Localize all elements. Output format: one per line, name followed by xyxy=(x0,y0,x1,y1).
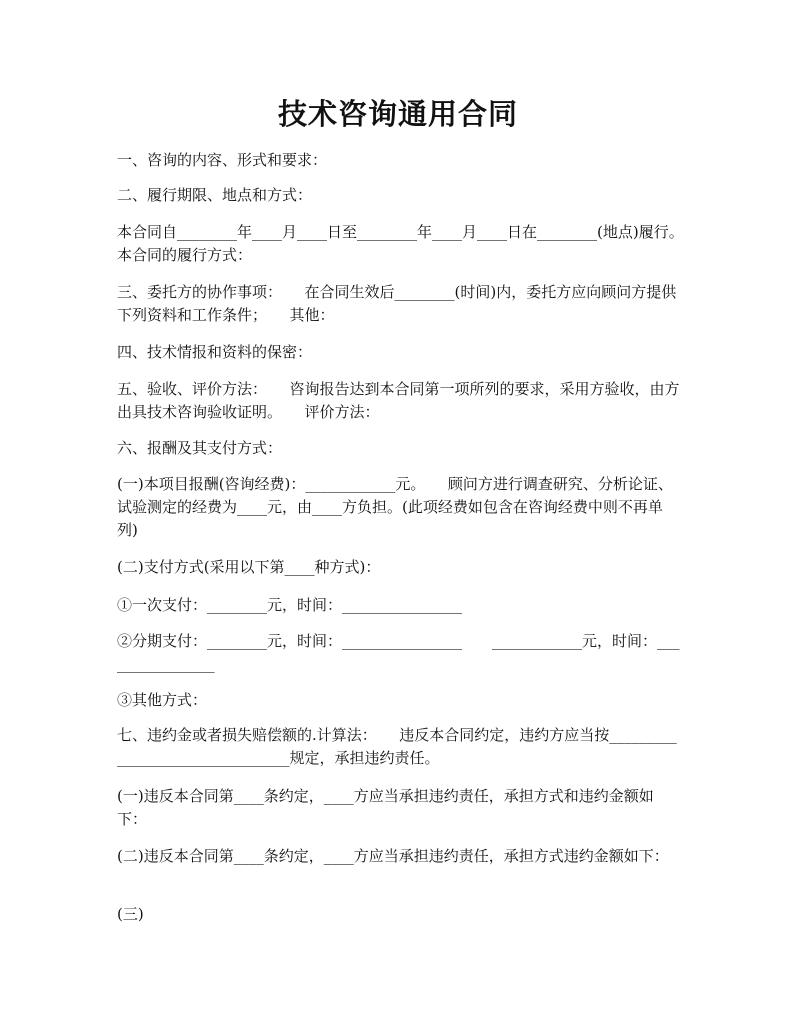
clause-6-2-payment-method: (二)支付方式(采用以下第____种方式)： xyxy=(117,558,381,576)
clause-5-acceptance-evaluation: 五、验收、评价方法： 咨询报告达到本合同第一项所列的要求，采用方验收，由方出具技术咨询验收证明。 评价方法： xyxy=(117,380,680,421)
clause-7-3: (三) xyxy=(117,905,144,923)
clause-3-client-cooperation: 三、委托方的协作事项： 在合同生效后________(时间)内，委托方应向顾问方提供下列资料和工作条件； 其他： xyxy=(117,283,677,324)
clause-7-2-breach: (二)违反本合同第____条约定，____方应当承担违约责任，承担方式违约金额如下： xyxy=(117,847,669,865)
clause-1-consultation-content: 一、咨询的内容、形式和要求： xyxy=(117,151,328,169)
clause-7-liquidated-damages: 七、违约金或者损失赔偿额的.计算法： 违反本合同约定，违约方应当按________________________________规定，承担违约责任。 xyxy=(117,726,677,767)
clause-4-confidentiality: 四、技术情报和资料的保密： xyxy=(117,343,313,361)
payment-option-installments: ②分期支付：________元，时间：________________ ____________元，时间：________________ xyxy=(117,632,680,673)
clause-7-1-breach: (一)违反本合同第____条约定，____方应当承担违约责任，承担方式和违约金额如下： xyxy=(117,787,654,828)
clause-6-1-project-fee: (一)本项目报酬(咨询经费)：____________元。 顾问方进行调查研究、分析论证、试验测定的经费为____元，由____方负担。(此项经费如包含在咨询经费中则不再单列) xyxy=(117,475,673,539)
document-title: 技术咨询通用合同 xyxy=(277,97,518,131)
clause-2-performance-period: 本合同自________年____月____日至________年____月____日在________(地点)履行。 本合同的履行方式： xyxy=(117,223,707,264)
payment-option-other: ③其他方式： xyxy=(117,691,208,709)
clause-6-remuneration-payment: 六、报酬及其支付方式： xyxy=(117,439,283,457)
clause-2-term-place-method: 二、履行期限、地点和方式： xyxy=(117,186,313,204)
payment-option-lump-sum: ①一次支付：________元，时间：________________ xyxy=(117,596,463,614)
